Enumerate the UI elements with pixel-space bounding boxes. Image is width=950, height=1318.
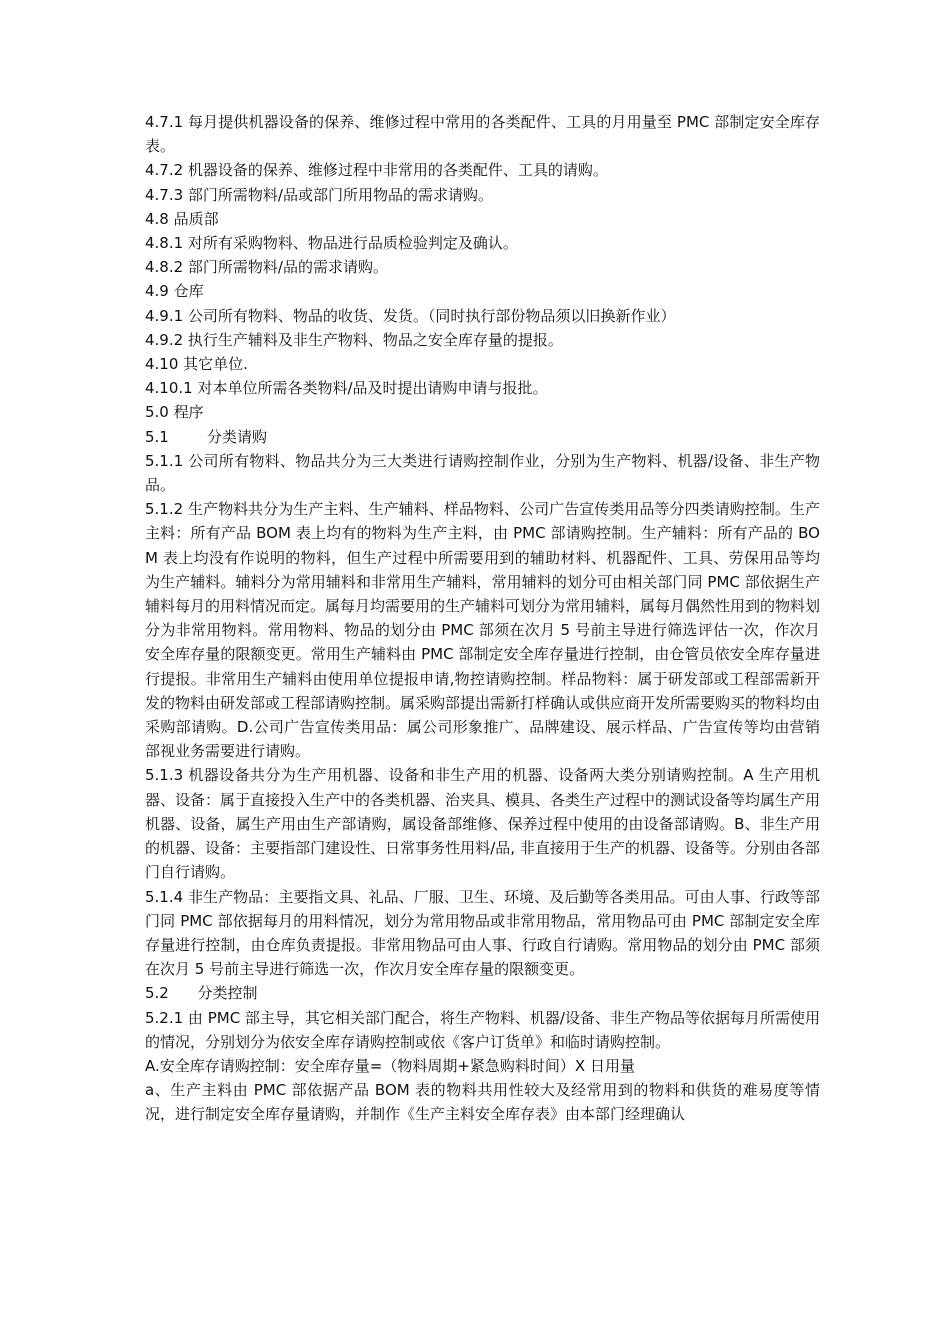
paragraph-4-9-2: 4.9.2 执行生产辅料及非生产物料、物品之安全库存量的提报。 xyxy=(145,330,563,349)
paragraph-production-main-material: a、生产主料由 PMC 部依据产品 BOM 表的物料共用性较大及经常用到的物料和供货的难易度等情况，进行制定安全库存量请购，并制作《生产主料安全库存表》由本部门经理确认 xyxy=(145,1081,820,1124)
paragraph-4-7-3: 4.7.3 部门所需物料/品或部门所用物品的需求请购。 xyxy=(145,185,493,204)
heading-4-9: 4.9 仓库 xyxy=(145,282,204,301)
heading-4-8: 4.8 品质部 xyxy=(145,209,219,228)
paragraph-4-10-1: 4.10.1 对本单位所需各类物料/品及时提出请购申请与报批。 xyxy=(145,379,548,398)
paragraph-4-9-1: 4.9.1 公司所有物料、物品的收货、发货。（同时执行部份物品须以旧换新作业） xyxy=(145,306,676,325)
paragraph-4-7-1: 4.7.1 每月提供机器设备的保养、维修过程中常用的各类配件、工具的月用量至 PMC 部制定安全库存表。 xyxy=(145,113,820,156)
document-body xyxy=(145,110,820,1127)
heading-5-2: 5.2 分类控制 xyxy=(145,984,258,1003)
paragraph-safety-stock-control: A.安全库存请购控制：安全库存量=（物料周期+紧急购料时间）X 日用量 xyxy=(145,1056,635,1075)
heading-5-0: 5.0 程序 xyxy=(145,403,204,422)
paragraph-5-1-1: 5.1.1 公司所有物料、物品共分为三大类进行请购控制作业，分别为生产物料、机器/设备、非生产物品。 xyxy=(145,451,820,495)
heading-4-10: 4.10 其它单位. xyxy=(145,355,248,374)
paragraph-5-1-2: 5.1.2 生产物料共分为生产主料、生产辅料、样品物料、公司广告宣传类用品等分四类请购控制。生产主料：所有产品 BOM 表上均有的物料为生产主料，由 PMC 部请购控制。生产辅料：所有产品的 BOM 表上均没有作说明的物料，但生产过程中所需要用到的辅助材料、机器配件、工具、劳保用品等均为生产辅料。辅料分为常用辅料和非常用生产辅料，常用辅料的划分可由相关部门同 PMC 部依据生产辅料每月的用料情况而定。属每月均需要用的生产辅料可划分为常用辅料，属每月偶然性用到的物料划分为非常用物料。常用物料、物品的划分由 PMC 部须在次月 5 号前主导进行筛选评估一次，作次月安全库存量的限额变更。常用生产辅料由 PMC 部制定安全库存量进行控制，由仓管员依安全库存量进行提报。非常用生产辅料由使用单位提报申请,物控请购控制。样品物料：属于研发部或工程部需新开发的物料由研发部或工程部请购控制。属采购部提出需新打样确认或供应商开发所需要购买的物料均由采购部请购。D.公司广告宣传类用品：属公司形象推广、品牌建设、展示样品、广告宣传等均由营销部视业务需要进行请购。 xyxy=(145,500,821,761)
paragraph-5-2-1: 5.2.1 由 PMC 部主导，其它相关部门配合，将生产物料、机器/设备、非生产物品等依据每月所需使用的情况，分别划分为依安全库存请购控制或依《客户订货单》和临时请购控制。 xyxy=(145,1008,820,1051)
paragraph-4-8-1: 4.8.1 对所有采购物料、物品进行品质检验判定及确认。 xyxy=(145,234,518,253)
paragraph-4-7-2: 4.7.2 机器设备的保养、维修过程中非常用的各类配件、工具的请购。 xyxy=(145,161,608,180)
paragraph-4-8-2: 4.8.2 部门所需物料/品的需求请购。 xyxy=(145,258,388,277)
paragraph-5-1-3: 5.1.3 机器设备共分为生产用机器、设备和非生产用的机器、设备两大类分别请购控制。A 生产用机器、设备：属于直接投入生产中的各类机器、治夹具、模具、各类生产过程中的测试设备等均属生产用机器、设备，属生产用由生产部请购，属设备部维修、保养过程中使用的由设备部请购。B、非生产用的机器、设备：主要指部门建设性、日常事务性用料/品, 非直接用于生产的机器、设备等。分别由各部门自行请购。 xyxy=(145,766,821,882)
heading-5-1: 5.1 分类请购 xyxy=(145,427,267,446)
paragraph-5-1-4: 5.1.4 非生产物品：主要指文具、礼品、厂服、卫生、环境、及后勤等各类用品。可由人事、行政等部门同 PMC 部依据每月的用料情况，划分为常用物品或非常用物品，常用物品可由 PMC 部制定安全库存量进行控制，由仓库负责提报。非常用物品可由人事、行政自行请购。常用物品的划分由 PMC 部须在次月 5 号前主导进行筛选一次，作次月安全库存量的限额变更。 xyxy=(145,887,820,979)
